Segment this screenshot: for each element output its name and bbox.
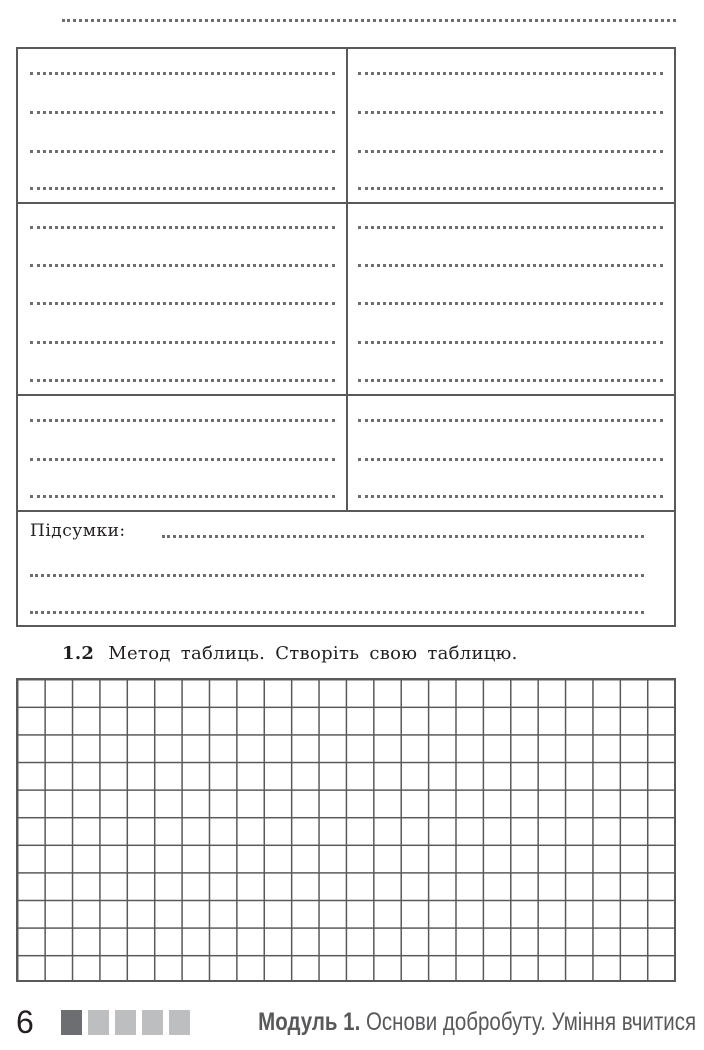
summary-label: Підсумки: — [30, 521, 126, 541]
page-footer — [16, 1004, 696, 1044]
answer-line[interactable] — [30, 72, 335, 75]
task-text: Метод таблиць. Створіть свою таблицю. — [108, 643, 518, 664]
answer-line[interactable] — [30, 419, 335, 422]
answer-line[interactable] — [358, 187, 663, 190]
answer-line[interactable] — [30, 264, 335, 267]
answer-line[interactable] — [30, 379, 335, 382]
table-row-divider-1 — [16, 202, 676, 204]
answer-line[interactable] — [358, 341, 663, 344]
task-number: 1.2 — [62, 643, 95, 664]
progress-marker-dark — [61, 1010, 82, 1035]
answer-line[interactable] — [358, 264, 663, 267]
progress-marker — [115, 1010, 136, 1035]
page-number: 6 — [16, 1004, 34, 1040]
top-answer-line[interactable] — [62, 19, 676, 22]
answer-line[interactable] — [358, 111, 663, 114]
answer-line[interactable] — [30, 150, 335, 153]
answer-line[interactable] — [30, 341, 335, 344]
table-row-divider-3 — [16, 510, 676, 512]
module-label: Модуль 1. — [258, 1008, 361, 1036]
answer-line[interactable] — [358, 419, 663, 422]
module-title: Основи добробуту. Уміння вчитися — [365, 1008, 696, 1036]
answer-line[interactable] — [358, 226, 663, 229]
table-column-divider — [346, 47, 348, 511]
drawing-grid[interactable] — [16, 678, 676, 982]
answer-line[interactable] — [30, 495, 335, 498]
answer-line[interactable] — [358, 495, 663, 498]
progress-marker — [142, 1010, 163, 1035]
module-caption — [258, 1008, 696, 1037]
answer-line[interactable] — [358, 72, 663, 75]
answer-line[interactable] — [30, 458, 335, 461]
task-heading — [62, 643, 518, 664]
answer-line[interactable] — [358, 150, 663, 153]
answer-line[interactable] — [30, 187, 335, 190]
answer-line[interactable] — [358, 302, 663, 305]
progress-marker — [169, 1010, 190, 1035]
summary-answer-line[interactable] — [162, 535, 644, 538]
table-row-divider-2 — [16, 394, 676, 396]
answer-line[interactable] — [30, 226, 335, 229]
summary-answer-line[interactable] — [30, 611, 644, 614]
answer-line[interactable] — [358, 379, 663, 382]
answer-line[interactable] — [30, 302, 335, 305]
progress-marker — [88, 1010, 109, 1035]
answer-line[interactable] — [358, 458, 663, 461]
summary-answer-line[interactable] — [30, 574, 644, 577]
answer-line[interactable] — [30, 111, 335, 114]
